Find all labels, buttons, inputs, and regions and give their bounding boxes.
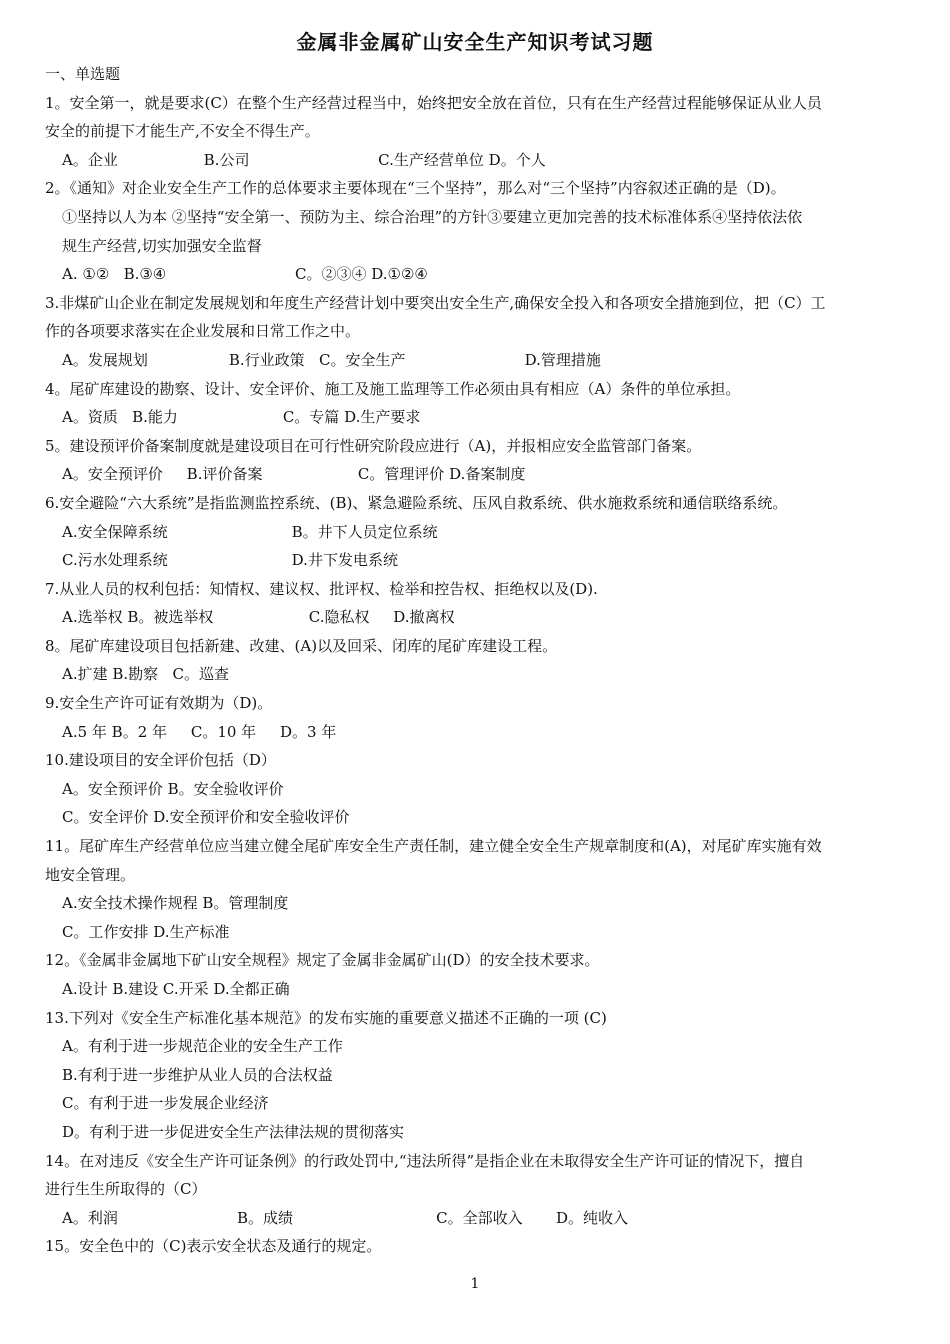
answer-options: A。安全预评价 B.评价备案 C。管理评价 D.备案制度	[62, 465, 526, 484]
answer-options: A.安全保障系统 B。井下人员定位系统	[62, 522, 438, 541]
section-heading: 一、单选题	[45, 65, 121, 83]
question-text: 1。安全第一，就是要求(C）在整个生产经营过程当中，始终把安全放在首位，只有在生产经营过程能够保证从业人员	[45, 93, 822, 112]
question-text: 6.安全避险“六大系统”是指监测监控系统、(B)、紧急避险系统、压风自救系统、供水施救系统和通信联络系统。	[45, 493, 788, 512]
question-text: 作的各项要求落实在企业发展和日常工作之中。	[45, 322, 361, 341]
answer-options: B.有利于进一步维护从业人员的合法权益	[62, 1065, 333, 1084]
answer-options: A.选举权 B。被选举权 C.隐私权 D.撤离权	[62, 608, 455, 627]
question-text: 14。在对违反《安全生产许可证条例》的行政处罚中,“违法所得”是指企业在未取得安全生产许可证的情况下，擅自	[45, 1151, 805, 1170]
answer-options: A。安全预评价 B。安全验收评价	[62, 779, 284, 798]
answer-options: A。有利于进一步规范企业的安全生产工作	[62, 1037, 343, 1056]
question-text: 4。尾矿库建设的勘察、设计、安全评价、施工及施工监理等工作必须由具有相应（A）条件的单位承担。	[45, 379, 741, 398]
answer-options: A.设计 B.建设 C.开采 D.全都正确	[62, 980, 290, 998]
question-text: ①坚持以人为本 ②坚持“安全第一、预防为主、综合治理”的方针③要建立更加完善的技术标准体系④坚持依法依	[62, 207, 803, 226]
question-text: 7.从业人员的权利包括：知情权、建议权、批评权、检举和控告权、拒绝权以及(D).	[45, 579, 598, 598]
question-text: 10.建设项目的安全评价包括（D）	[45, 751, 276, 770]
answer-options: C.污水处理系统 D.井下发电系统	[62, 551, 398, 570]
question-text: 13.下列对《安全生产标准化基本规范》的发布实施的重要意义描述不正确的一项 (C)	[45, 1008, 607, 1027]
question-text: 进行生生所取得的（C）	[45, 1180, 207, 1199]
page-title: 金属非金属矿山安全生产知识考试习题	[296, 30, 654, 54]
question-text: 2。《通知》对企业安全生产工作的总体要求主要体现在“三个坚持”，那么对“三个坚持”内容叙述正确的是（D)。	[45, 179, 786, 198]
answer-options: A。资质 B.能力 C。专篇 D.生产要求	[62, 408, 421, 427]
question-text: 8。尾矿库建设项目包括新建、改建、(A)以及回采、闭库的尾矿库建设工程。	[45, 636, 558, 655]
question-text: 11。尾矿库生产经营单位应当建立健全尾矿库安全生产责任制，建立健全安全生产规章制度和(A)，对尾矿库实施有效	[45, 837, 822, 856]
answer-options: C。安全评价 D.安全预评价和安全验收评价	[62, 808, 350, 827]
question-text: 9.安全生产许可证有效期为（D)。	[45, 694, 273, 713]
page-number: 1	[470, 1276, 480, 1292]
question-text: 5。建设预评价备案制度就是建设项目在可行性研究阶段应进行（A)，并报相应安全监管部门备案。	[45, 436, 702, 455]
question-text: 15。安全色中的（C)表示安全状态及通行的规定。	[45, 1237, 382, 1256]
answer-options: C。工作安排 D.生产标准	[62, 922, 230, 941]
question-text: 3.非煤矿山企业在制定发展规划和年度生产经营计划中要突出安全生产,确保安全投入和各项安全措施到位，把（C）工	[45, 293, 826, 312]
answer-options: A.扩建 B.勘察 C。巡查	[62, 665, 229, 684]
answer-options: A。发展规划 B.行业政策 C。安全生产 D.管理措施	[62, 350, 601, 369]
question-text: 地安全管理。	[45, 865, 136, 884]
answer-options: A。利润 B。成绩 C。全部收入 D。纯收入	[62, 1208, 628, 1227]
answer-options: A.5 年 B。2 年 C。10 年 D。3 年	[62, 722, 337, 741]
answer-options: A。企业 B.公司 C.生产经营单位 D。个人	[62, 150, 546, 169]
question-text: 规生产经营,切实加强安全监督	[62, 236, 262, 255]
answer-options: A.安全技术操作规程 B。管理制度	[62, 894, 289, 913]
document-body	[45, 60, 909, 1261]
question-text: 安全的前提下才能生产,不安全不得生产。	[45, 122, 320, 141]
answer-options: C。有利于进一步发展企业经济	[62, 1094, 269, 1113]
answer-options: A. ①② B.③④ C。②③④ D.①②④	[62, 265, 428, 284]
answer-options: D。有利于进一步促进安全生产法律法规的贯彻落实	[62, 1122, 405, 1141]
question-text: 12。《金属非金属地下矿山安全规程》规定了金属非金属矿山(D）的安全技术要求。	[45, 951, 600, 970]
